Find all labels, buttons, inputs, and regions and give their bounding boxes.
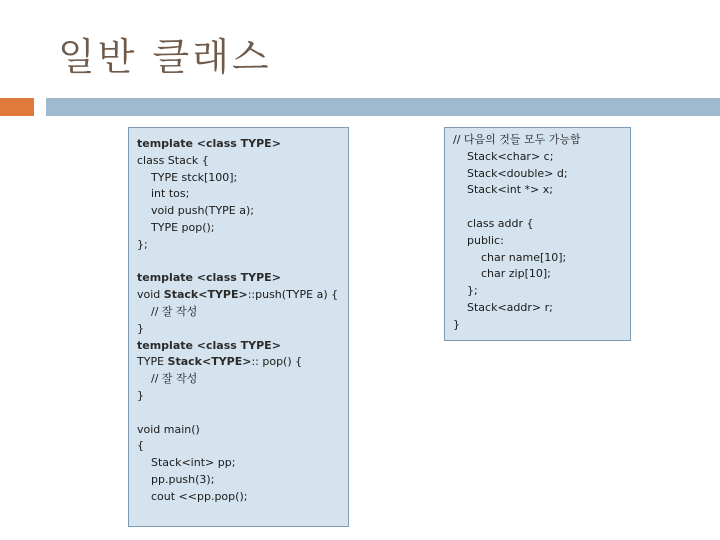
code-token: ::push(TYPE a) { [247,288,339,302]
code-line: template <class TYPE> [137,338,281,352]
code-line: int tos; [151,187,190,201]
code-token: void [137,288,164,302]
code-line: Stack<int> pp; [151,456,236,470]
code-box-left [128,127,349,527]
code-line: template <class TYPE> [137,271,281,285]
blank-line [137,254,348,271]
code-line: TYPE pop(); [151,220,215,234]
code-line: char name[10]; [481,250,567,264]
code-token: :: pop() { [251,355,303,369]
code-line [137,287,348,304]
code-line: class addr { [467,216,534,230]
code-line: class Stack { [137,153,209,167]
slide-title: 일반 클래스 [58,35,272,79]
accent-bar [0,98,720,116]
code-line: Stack<addr> r; [467,300,553,314]
code-line: } [453,317,460,331]
code-line: void push(TYPE a); [151,204,254,218]
blank-line [453,199,630,216]
code-line: Stack<int *> x; [467,183,553,197]
code-token-bold: Stack<TYPE> [167,355,252,369]
code-token-bold: Stack<TYPE> [163,288,248,302]
code-line: }; [467,284,478,298]
code-line: char zip[10]; [481,267,551,281]
code-comment: // 잘 작성 [151,372,198,386]
code-line: { [137,439,144,453]
code-line [137,354,348,371]
code-line: public: [467,233,504,247]
code-line: cout <<pp.pop(); [151,489,248,503]
code-line: template <class TYPE> [137,137,281,150]
code-token: TYPE [137,355,168,369]
accent-orange-block [0,98,34,116]
code-line: }; [137,237,148,251]
code-comment: // 잘 작성 [151,304,198,318]
code-line: void main() [137,422,200,436]
code-line: Stack<double> d; [467,166,568,180]
code-line: TYPE stck[100]; [151,170,238,184]
code-box-right [444,127,631,341]
accent-blue-block [46,98,720,116]
code-line: Stack<char> c; [467,149,554,163]
code-line: } [137,321,144,335]
code-comment: // 다음의 것들 모두 가능함 [453,133,581,146]
code-line: } [137,388,144,402]
blank-line [137,405,348,422]
code-line: pp.push(3); [151,472,215,486]
